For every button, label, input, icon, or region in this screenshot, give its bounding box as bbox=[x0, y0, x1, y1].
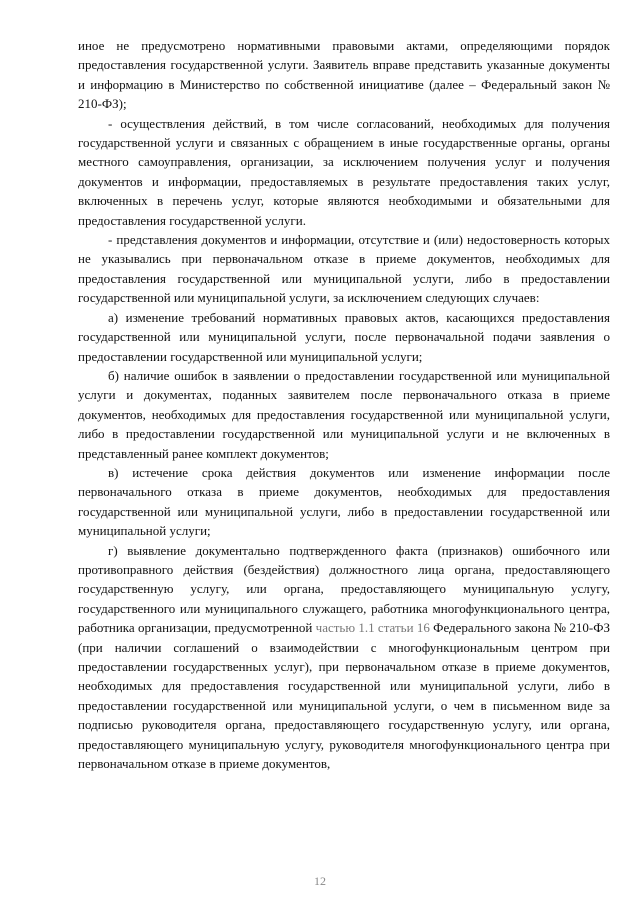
paragraph-actions: - осуществления действий, в том числе согласований, необходимых для получения государственной услуги и связанных с обращением в иные государственные органы, органы местного самоуправления, организации, за исключением получения услуг и получения документов и информации, предоставляемых в результате предоставления таких услуг, включенных в перечень услуг, которые являются необходимыми и обязательными для предоставления государственной услуги. bbox=[78, 115, 610, 228]
paragraph-case-v: в) истечение срока действия документов или изменение информации после первоначального отказа в приеме документов, необходимых для предоставления государственной или муниципальной услуги, либо в предоставлении государственной или муниципальной услуги; bbox=[78, 464, 610, 539]
paragraph-case-g-text-end: Федерального закона № 210-ФЗ (при наличии соглашений о взаимодействии с многофункциональным центром при предоставлении государственных услуг), при первоначальном отказе в приеме документов, необходимых для предоставления государственной или муниципальной услуги, либо в предоставлении государственной или муниципальной услуги, о чем в письменном виде за подписью руководителя органа, предоставляющего государственную услугу, или органа, предоставляющего муниципальную услугу, руководителя многофункционального центра при первоначальном отказе в приеме документов, bbox=[78, 620, 610, 772]
paragraph-case-g-text-start: г) выявление документально подтвержденного факта (признаков) ошибочного или противоправного действия (бездействия) должностного лица органа, предоставляющего государственную услугу, или органа, предоставляющего муниципальную услугу, государственного или муниципального служащего, работника многофункционального центра, работника организации, предусмотренной bbox=[78, 542, 610, 636]
paragraph-continuation: иное не предусмотрено нормативными правовыми актами, определяющими порядок предоставления государственной услуги. Заявитель вправе представить указанные документы и информацию в Министерство по собственной инициативе (далее – Федеральный закон № 210-ФЗ); bbox=[78, 38, 610, 112]
paragraph-case-a: а) изменение требований нормативных правовых актов, касающихся предоставления государственной или муниципальной услуги, после первоначальной подачи заявления о предоставлении государственной или муниципальной услуги; bbox=[78, 309, 610, 364]
document-body bbox=[78, 36, 610, 773]
paragraph-case-b: б) наличие ошибок в заявлении о предоставлении государственной или муниципальной услуги и документах, поданных заявителем после первоначального отказа в приеме документов, необходимых для предоставления государственной или муниципальной услуги, либо в предоставлении государственной или муниципальной услуги и не включенных в представленный ранее комплект документов; bbox=[78, 367, 610, 461]
paragraph-documents: - представления документов и информации, отсутствие и (или) недостоверность которых не указывались при первоначальном отказе в приеме документов, необходимых для предоставления государственной или муниципальной услуги, либо в предоставлении государственной или муниципальной услуги, за исключением следующих случаев: bbox=[78, 232, 610, 306]
law-reference-link[interactable]: частью 1.1 статьи 16 bbox=[315, 620, 430, 636]
page-number: 12 bbox=[314, 874, 326, 888]
paragraph-case-g bbox=[78, 541, 610, 774]
